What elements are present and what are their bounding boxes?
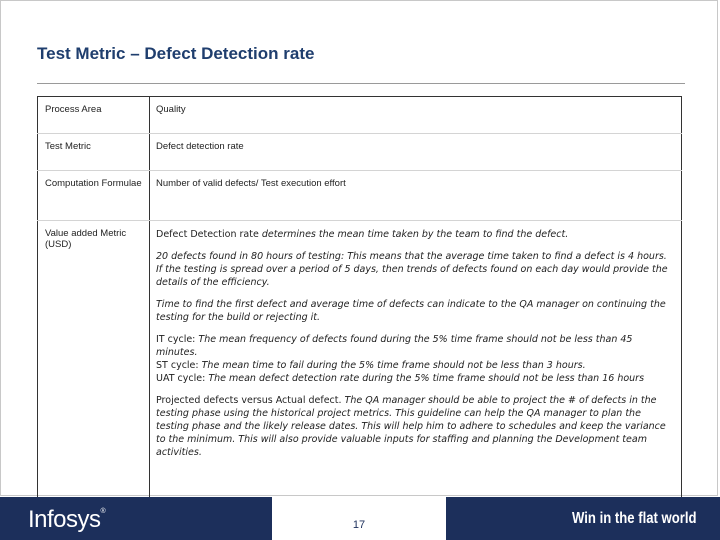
st-cycle-text: The mean time to fail during the 5% time frame should not be less than 3 hours. — [198, 360, 586, 371]
logo-text: Infosys — [28, 506, 101, 533]
row-label: Computation Formulae — [38, 171, 150, 221]
row-label: Value added Metric (USD) — [45, 228, 127, 250]
page-number-box — [272, 497, 446, 540]
title-divider — [37, 83, 685, 84]
table-row — [38, 134, 682, 171]
uat-cycle-lead: UAT cycle: — [156, 373, 206, 384]
slide-title: Test Metric – Defect Detection rate — [37, 44, 315, 63]
table-row — [38, 221, 682, 499]
infosys-logo — [28, 506, 105, 534]
metric-table — [37, 96, 682, 499]
para-example — [156, 250, 675, 289]
para-lead: 20 defects found in 80 hours of testing: — [156, 251, 345, 262]
row-value: Quality — [150, 97, 682, 134]
registered-mark: ® — [100, 508, 106, 515]
page-number: 17 — [352, 519, 366, 531]
para-lead: Defect Detection rate — [156, 229, 259, 240]
it-cycle-lead: IT cycle: — [156, 334, 196, 345]
para-lead: Projected defects versus Actual defect. — [156, 395, 342, 406]
para-first-defect: Time to find the first defect and average time of defects can indicate to the QA manager on continuing the testing for the build or rejecting it. — [156, 299, 666, 323]
table-row — [38, 171, 682, 221]
row-value: Number of valid defects/ Test execution effort — [150, 171, 682, 221]
tagline: Win in the flat world — [572, 510, 697, 527]
para-text: The QA manager should be able to project the # of defects in the testing phase using the historical project metrics. This guideline can help the QA manager to plan the testing phase and the likely release dates. This will help him to adhere to schedules and keep the variance to the minimum. This will also provide valuable inputs for staffing and planning the Development team activities. — [156, 395, 666, 458]
row-label: Process Area — [38, 97, 150, 134]
st-cycle-lead: ST cycle: — [156, 360, 199, 371]
row-label: Test Metric — [38, 134, 150, 171]
para-text: determines the mean time taken by the team to find the defect. — [258, 229, 569, 240]
para-cycles — [156, 333, 675, 385]
para-projected-defects — [156, 394, 675, 459]
value-added-details — [150, 221, 682, 499]
para-text: This means that the average time taken to find a defect is 4 hours. If the testing is spread over a period of 5 days, then trends of defects found on each day would provide the details of the efficiency. — [156, 251, 668, 288]
para-defect-detection-rate — [156, 228, 675, 241]
it-cycle-text: The mean frequency of defects found during the 5% time frame should not be less than 45 minutes. — [156, 334, 633, 358]
table-row — [38, 97, 682, 134]
uat-cycle-text: The mean defect detection rate during the 5% time frame should not be less than 16 hours — [205, 373, 645, 384]
row-value: Defect detection rate — [150, 134, 682, 171]
